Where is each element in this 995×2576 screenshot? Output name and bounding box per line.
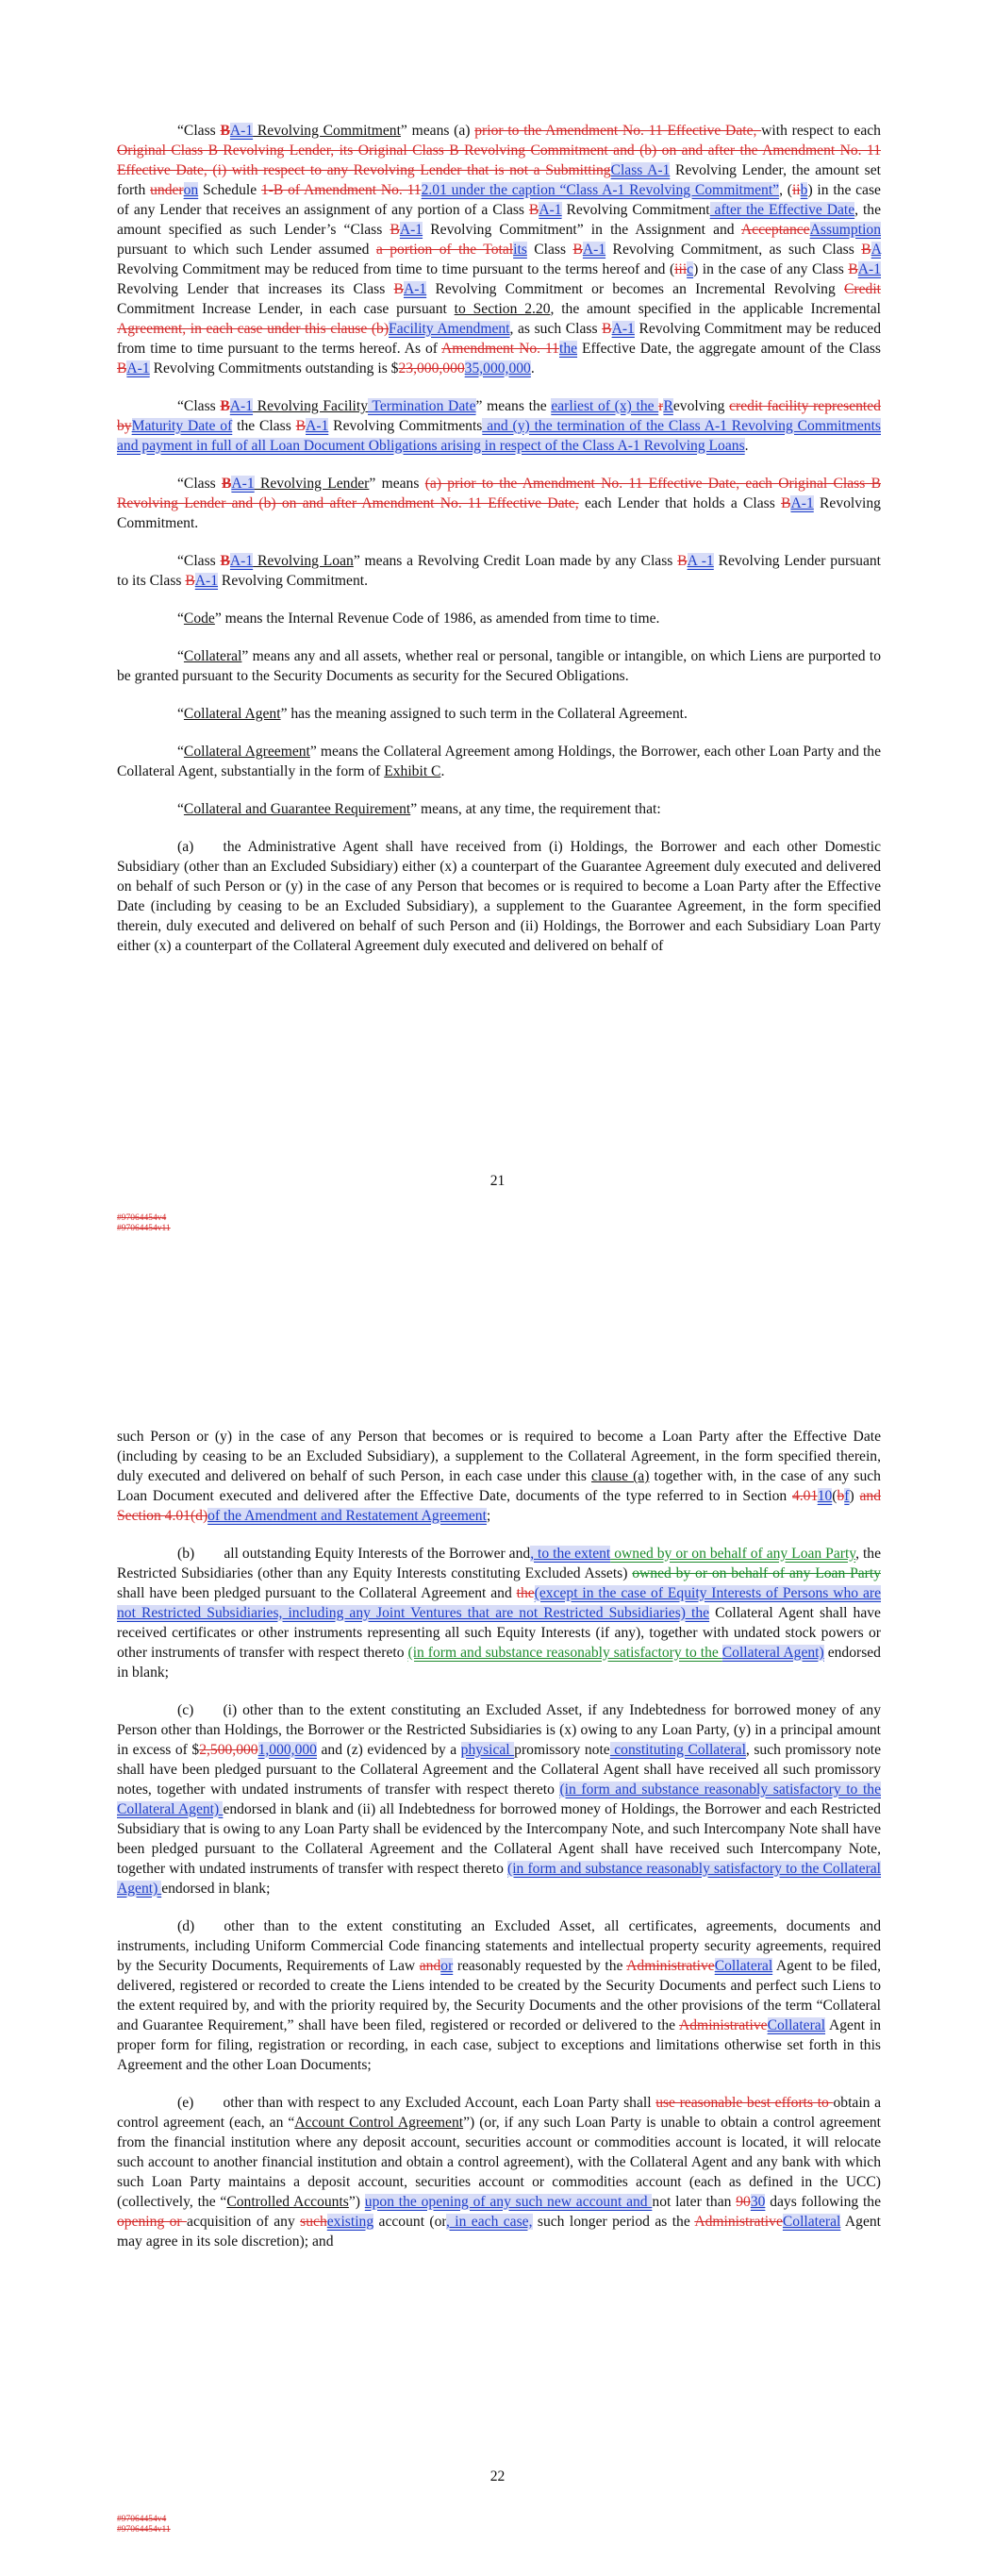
deleted-text: B [572, 242, 583, 258]
deleted-text: Administrative [626, 1958, 715, 1974]
inserted-text: A-1 [229, 398, 254, 414]
deleted-text: r [658, 398, 664, 414]
text-run: Effective Date, the aggregate amount of the Class [577, 341, 881, 357]
text-run: ” means any and all assets, whether real or personal, tangible or intangible, on which Liens are purported to be granted pursuant to the Security Documents as security for the Secured Obligations. [117, 648, 881, 684]
inserted-text: A-1 [229, 553, 254, 569]
inserted-text: physical [460, 1742, 515, 1758]
inserted-text: A-1 [582, 242, 606, 258]
text-run: Revolving Commitment, as such Class [605, 242, 862, 258]
inserted-text: A-1 [306, 418, 329, 434]
text-run: (c) (i) other than to the extent constituting an Excluded Asset, if any Indebtedness for borrowed money of any Person other than Holdings, the Borrower or the Restricted Subsidiaries is (x) owing to any Loan Party, (y) in a principal amount in excess of $ [117, 1702, 881, 1758]
moved-text: (in form and substance reasonably satisfactory to the [407, 1645, 722, 1661]
deleted-text: Administrative [679, 2017, 768, 2033]
defined-term: Collateral and Guarantee Requirement [183, 801, 411, 817]
defined-term: Revolving Loan [253, 553, 354, 569]
text-run: Revolving Commitment [561, 202, 710, 218]
text-run: ” means the [475, 398, 552, 414]
page-number: 22 [489, 2468, 506, 2484]
inserted-text: and (y) the termination of the Class A-1 Revolving Commitments and payment in full of all Loan Document Obligations arising in respect of the Class A-1 Revolving Loans [117, 418, 881, 454]
deleted-text: B [185, 573, 195, 589]
text-run: shall have been pledged pursuant to the Collateral Agreement and [117, 1585, 517, 1601]
text-run: Commitment Increase Lender, in each case pursuant [117, 301, 455, 317]
text-run: “ [177, 648, 184, 664]
text-run: Agent in proper form for filing, registration or recording, in each case, subject to exceptions and limitations otherwise set forth in this Agreement and the other Loan Documents; [117, 2017, 881, 2073]
text-run: endorsed in blank; [117, 1645, 881, 1681]
document-id-new: #97064454v11 [117, 1224, 171, 1233]
inserted-text: Termination Date [368, 398, 476, 414]
inserted-text: A -1 [687, 553, 714, 569]
deleted-text: b [837, 1488, 845, 1504]
deleted-text: use reasonable best efforts to [655, 2095, 834, 2111]
inserted-text: A-1 [194, 573, 219, 589]
moved-text: owned by or on behalf of any Loan Party [610, 1546, 856, 1562]
moved-from-text: owned by or on behalf of any Loan Party [632, 1565, 881, 1581]
definition-class-a1-revolving-lender [117, 474, 881, 533]
defined-term: Exhibit C [384, 763, 441, 779]
inserted-text: Collateral [767, 2017, 826, 2033]
text-run: acquisition of any [187, 2214, 301, 2230]
text-run: ” means the Internal Revenue Code of 1986, as amended from time to time. [214, 611, 660, 627]
inserted-text: constituting Collateral [609, 1742, 746, 1758]
definition-class-a1-revolving-commitment [117, 121, 881, 378]
text-run: evolving [672, 398, 730, 414]
text-run: ” means, at any time, the requirement that: [410, 801, 661, 817]
text-run: ” means (a) [400, 123, 475, 139]
text-run: reasonably requested by the [453, 1958, 627, 1974]
deleted-text: ii [791, 182, 801, 198]
inserted-text: A-1 [857, 261, 881, 277]
text-run: ) in the case of any Lender that receives an assignment of any portion of a Class [117, 182, 881, 218]
text-run: such longer period as the [532, 2214, 695, 2230]
text-run: pursuant to which such Lender assumed [117, 242, 376, 258]
defined-term: Revolving Facility [253, 398, 369, 414]
text-run: ( [832, 1488, 837, 1504]
inserted-text: A [871, 242, 881, 258]
deleted-text: 4.01 [791, 1488, 818, 1504]
document-page-22 [0, 1269, 995, 2576]
text-run: endorsed in blank; [161, 1881, 271, 1897]
clause-a-continued [117, 1427, 881, 1526]
inserted-text: Facility Amendment [389, 321, 510, 337]
deleted-text: B [677, 553, 688, 569]
text-run: , such promissory note shall have been pledged pursuant to the Collateral Agreement and the Collateral Agent shall have received all such promissory notes, together with undated instruments of transfer with respect thereto [117, 1742, 882, 1798]
inserted-text: its [513, 242, 527, 258]
deleted-text: 90 [736, 2194, 751, 2210]
inserted-text: b [800, 182, 808, 198]
deleted-text: opening or [117, 2214, 188, 2230]
deleted-text: B [220, 553, 230, 569]
inserted-text: (except in the case of Equity Interests of Persons who are not Restricted Subsidiaries, including any Joint Ventures that are not Restricted Subsidiaries) the [117, 1585, 881, 1621]
deleted-text: B [393, 281, 404, 297]
deleted-text: iii [674, 261, 688, 277]
document-id-old: #97064454v4 [117, 1213, 167, 1223]
inserted-text: A-1 [611, 321, 635, 337]
page-number: 21 [489, 1173, 506, 1189]
inserted-text: Collateral Agent) [721, 1645, 824, 1661]
text-run: “ [177, 744, 184, 760]
deleted-text: 2,500,000 [199, 1742, 258, 1758]
text-run: (d) other than to the extent constituting an Excluded Asset, all certificates, agreements, documents and instruments, including Uniform Commercial Code financing statements and intellectual property security agreements, required by the Security Documents, Requirements of Law [117, 1918, 881, 1974]
text-run: (e) other than with respect to any Excluded Account, each Loan Party shall [177, 2095, 656, 2111]
text-run: ) in the case of any Class [693, 261, 849, 277]
text-run: . [744, 438, 749, 454]
deleted-text: under [150, 182, 184, 198]
inserted-text: 35,000,000 [464, 360, 531, 376]
deleted-text: 23,000,000 [398, 360, 465, 376]
inserted-text: Assumption [809, 222, 881, 238]
deleted-text: B [117, 360, 127, 376]
deleted-text: B [602, 321, 612, 337]
inserted-text: , to the extent [530, 1546, 611, 1562]
defined-term: Revolving Lender [254, 476, 370, 492]
inserted-text: (in form and substance reasonably satisfactory to the Collateral Agent) [117, 1781, 881, 1817]
inserted-text: existing [326, 2214, 374, 2230]
inserted-text: A-1 [399, 222, 423, 238]
text-run: ” means [369, 476, 425, 492]
text-run: “ [177, 801, 184, 817]
definition-class-a1-revolving-facility-termination-date [117, 396, 881, 456]
definition-collateral-agreement [117, 742, 881, 781]
text-run: . [440, 763, 445, 779]
inserted-text: 30 [750, 2194, 766, 2210]
deleted-text: B [861, 242, 871, 258]
clause-e [117, 2093, 881, 2251]
document-id-new: #97064454v11 [117, 2525, 171, 2534]
deleted-text: B [390, 222, 400, 238]
text-run: “Class [177, 398, 221, 414]
text-run: Revolving Commitment. [117, 495, 881, 531]
clause-d [117, 1916, 881, 2075]
text-run: endorsed in blank and (ii) all Indebtedness for borrowed money of Holdings, the Borrower and each Restricted Subsidiary that is owing to any Loan Party shall be evidenced by the Intercompany Note, and such Intercompany Note shall have been pledged pursuant to the Collateral Agreement and the Collateral Agent shall have received such Intercompany Note, together with undated instruments of transfer with respect thereto [117, 1801, 881, 1877]
text-run: , the amount specified as such Lender’s “Class [117, 202, 882, 238]
defined-term: Revolving Commitment [253, 123, 401, 139]
text-run: , as such Class [509, 321, 603, 337]
text-run: ” means a Revolving Credit Loan made by any Class [353, 553, 678, 569]
deleted-text: 1-B of Amendment No. 11 [260, 182, 422, 198]
text-run: ” has the meaning assigned to such term in the Collateral Agreement. [280, 706, 688, 722]
inserted-text: on [183, 182, 199, 198]
inserted-text: 1,000,000 [257, 1742, 317, 1758]
text-run: Class [526, 242, 573, 258]
text-run: , the Restricted Subsidiaries (other than any Equity Interests constituting Excluded Assets) [117, 1546, 882, 1581]
text-run: Schedule [198, 182, 261, 198]
defined-term: clause (a) [591, 1468, 650, 1484]
inserted-text: upon the opening of any such new account and [364, 2194, 653, 2210]
document-id-old: #97064454v4 [117, 2515, 167, 2524]
definition-collateral [117, 646, 881, 686]
clause-c [117, 1700, 881, 1899]
text-run: each Lender that holds a Class [578, 495, 782, 511]
text-run: and (z) evidenced by a [316, 1742, 461, 1758]
deleted-text: Credit [844, 281, 881, 297]
inserted-text: the [558, 341, 578, 357]
text-run: , the amount specified in the applicable Incremental [550, 301, 881, 317]
defined-term: to Section 2.20 [454, 301, 551, 317]
inserted-text: A-1 [539, 202, 562, 218]
text-run: “Class [177, 123, 221, 139]
text-run: Collateral Agent shall have received certificates or other instruments representing all such Equity Interests (if any), together with undated stock powers or other instruments of transfer with respect thereto [117, 1605, 881, 1661]
defined-term: Controlled Accounts [226, 2194, 349, 2210]
text-run: together with, in the case of any such Loan Document executed and delivered after the Effective Date, documents of the type referred to in Section [117, 1468, 881, 1504]
text-run: ; [486, 1508, 491, 1524]
text-run: “ [177, 611, 184, 627]
inserted-text: A-1 [229, 123, 254, 139]
definition-class-a1-revolving-loan [117, 551, 881, 591]
inserted-text: earliest of (x) the [551, 398, 659, 414]
defined-term: Collateral Agent [183, 706, 281, 722]
text-run: . [530, 360, 535, 376]
deleted-text: prior to the Amendment No. 11 Effective Date, [474, 123, 762, 139]
text-run: ”) [348, 2194, 365, 2210]
deleted-text: the [516, 1585, 535, 1601]
text-run: Revolving Lender that increases its Class [117, 281, 394, 297]
deleted-text: B [295, 418, 307, 434]
deleted-text: (a) prior to the Amendment No. 11 Effective Date, each Original Class B Revolving Lender and (b) on and after Amendment No. 11 Effective Date, [117, 476, 881, 511]
inserted-text: A-1 [231, 476, 255, 492]
deleted-text: Amendment No. 11 [441, 341, 559, 357]
defined-term: Collateral [183, 648, 242, 664]
inserted-text: c [687, 261, 694, 277]
deleted-text: Original Class B Revolving Lender, its Original Class B Revolving Commitment and (b) on and after the Amendment No. 11 Effective Date, (i) with respect to any Revolving Lender that is not a Submitting [117, 142, 881, 178]
text-run: promissory note [514, 1742, 610, 1758]
inserted-text: of the Amendment and Restatement Agreement [207, 1508, 487, 1524]
text-run: “ [177, 706, 184, 722]
text-run: account (or [373, 2214, 446, 2230]
deleted-text: B [848, 261, 858, 277]
text-run: ” means the Collateral Agreement among Holdings, the Borrower, each other Loan Party and the Collateral Agent, substantially in the form of [117, 744, 881, 779]
defined-term: Account Control Agreement [294, 2115, 464, 2131]
deleted-text: Acceptance [740, 222, 810, 238]
text-run: , ( [779, 182, 792, 198]
defined-term: Code [183, 611, 215, 627]
inserted-text: A-1 [790, 495, 814, 511]
inserted-text: Collateral [714, 1958, 773, 1974]
deleted-text: Administrative [694, 2214, 783, 2230]
text-run: days following the [765, 2194, 882, 2210]
deleted-text: B [220, 398, 230, 414]
text-run: Revolving Commitment may be reduced from time to time pursuant to the terms hereof and ( [117, 261, 675, 277]
deleted-text: Agreement, in each case under this clause (b) [117, 321, 390, 337]
clause-b [117, 1544, 881, 1682]
text-run: such Person or (y) in the case of any Person that becomes or is required to become a Loan Party after the Effective Date (including by ceasing to be an Excluded Subsidiary), a supplement to the Collateral Agreement, in the form specified therein, duly executed and delivered on behalf of such Person, in each case under this [117, 1429, 881, 1484]
text-run: (a) the Administrative Agent shall have received from (i) Holdings, the Borrower and each other Domestic Subsidiary (other than an Excluded Subsidiary) either (x) a counterpart of the Guarantee Agreement duly executed and delivered on behalf of such Person or (y) in the case of any Person that becomes or is required to become a Loan Party after the Effective Date (including by ceasing to be an Excluded Subsidiary), a supplement to the Guarantee Agreement, in the form specified therein, duly executed and delivered on behalf of such Person and (ii) Holdings, the Borrower and each Subsidiary Loan Party either (x) a counterpart of the Collateral Agreement duly executed and delivered on behalf of [117, 839, 881, 954]
page-22-body [117, 1427, 881, 2269]
text-run: Agent to be filed, delivered, registered or recorded to create the Liens intended to be created by the Security Documents and perfect such Liens to the extent required by, and with the priority required by, the Security Documents and the other provisions of the term “Collateral and Guarantee Requirement,” shall have been filed, registered or recorded or delivered to the [117, 1958, 881, 2033]
page-21-body [117, 121, 881, 956]
deleted-text: and [419, 1958, 441, 1974]
text-run: Revolving Commitment or becomes an Incremental Revolving [426, 281, 845, 297]
deleted-text: and Section 4.01(d) [117, 1488, 881, 1524]
deleted-text: B [781, 495, 791, 511]
inserted-text: A-1 [126, 360, 150, 376]
text-run: Revolving Commitment. [218, 573, 368, 589]
text-run: Revolving Lender pursuant to its Class [117, 553, 881, 589]
text-run: not later than [652, 2194, 737, 2210]
deleted-text: B [220, 123, 230, 139]
clause-a [117, 837, 881, 956]
deleted-text: such [300, 2214, 327, 2230]
text-run: Revolving Commitments [328, 418, 483, 434]
deleted-text: B [528, 202, 539, 218]
text-run: Revolving Lender, the amount set forth [117, 162, 881, 198]
inserted-text: R [663, 398, 673, 414]
inserted-text: (in form and substance reasonably satisfactory to the Collateral Agent) [117, 1861, 882, 1897]
deleted-text: credit facility represented by [117, 398, 881, 434]
inserted-text: 10 [817, 1488, 833, 1504]
inserted-text: f [844, 1488, 850, 1504]
text-run: Revolving Commitment may be reduced from time to time pursuant to the terms hereof. As of [117, 321, 882, 357]
inserted-text: Maturity Date of [131, 418, 233, 434]
text-run: (b) all outstanding Equity Interests of the Borrower and [177, 1546, 531, 1562]
document-page-21 [0, 0, 995, 1269]
inserted-text: 2.01 under the caption “Class A-1 Revolving Commitment” [421, 182, 780, 198]
inserted-text: after the Effective Date [709, 202, 855, 218]
text-run: “Class [177, 553, 221, 569]
inserted-text: Class A-1 [610, 162, 671, 178]
text-run: “Class [177, 476, 222, 492]
deleted-text: B [222, 476, 232, 492]
definition-collateral-and-guarantee-requirement [117, 799, 881, 819]
definition-collateral-agent [117, 704, 881, 724]
text-run: with respect to each [761, 123, 881, 139]
inserted-text: A-1 [403, 281, 427, 297]
definition-code [117, 609, 881, 628]
deleted-text: a portion of the Total [375, 242, 514, 258]
text-run: ) [849, 1488, 860, 1504]
inserted-text: , in each case, [445, 2214, 533, 2230]
document-id-footer [117, 1213, 171, 1234]
text-run: Revolving Commitment” in the Assignment and [423, 222, 741, 238]
inserted-text: Collateral [782, 2214, 841, 2230]
inserted-text: or [440, 1958, 454, 1974]
text-run: obtain a control agreement (each, an “ [117, 2095, 881, 2131]
document-id-footer [117, 2515, 171, 2535]
text-run: Agent may agree in its sole discretion); and [117, 2214, 882, 2250]
defined-term: Collateral Agreement [183, 744, 310, 760]
text-run: ”) (or, if any such Loan Party is unable to obtain a control agreement from the financial institution where any deposit account, securities account or commodities account is located, it will relocate such account to another financial institution and obtain a control agreement), with the Collateral Agent and any bank with which such Loan Party maintains a deposit account, securities account or commodities account (each as defined in the UCC) (collectively, the “ [117, 2115, 881, 2210]
text-run: the Class [232, 418, 296, 434]
text-run: Revolving Commitments outstanding is $ [149, 360, 399, 376]
